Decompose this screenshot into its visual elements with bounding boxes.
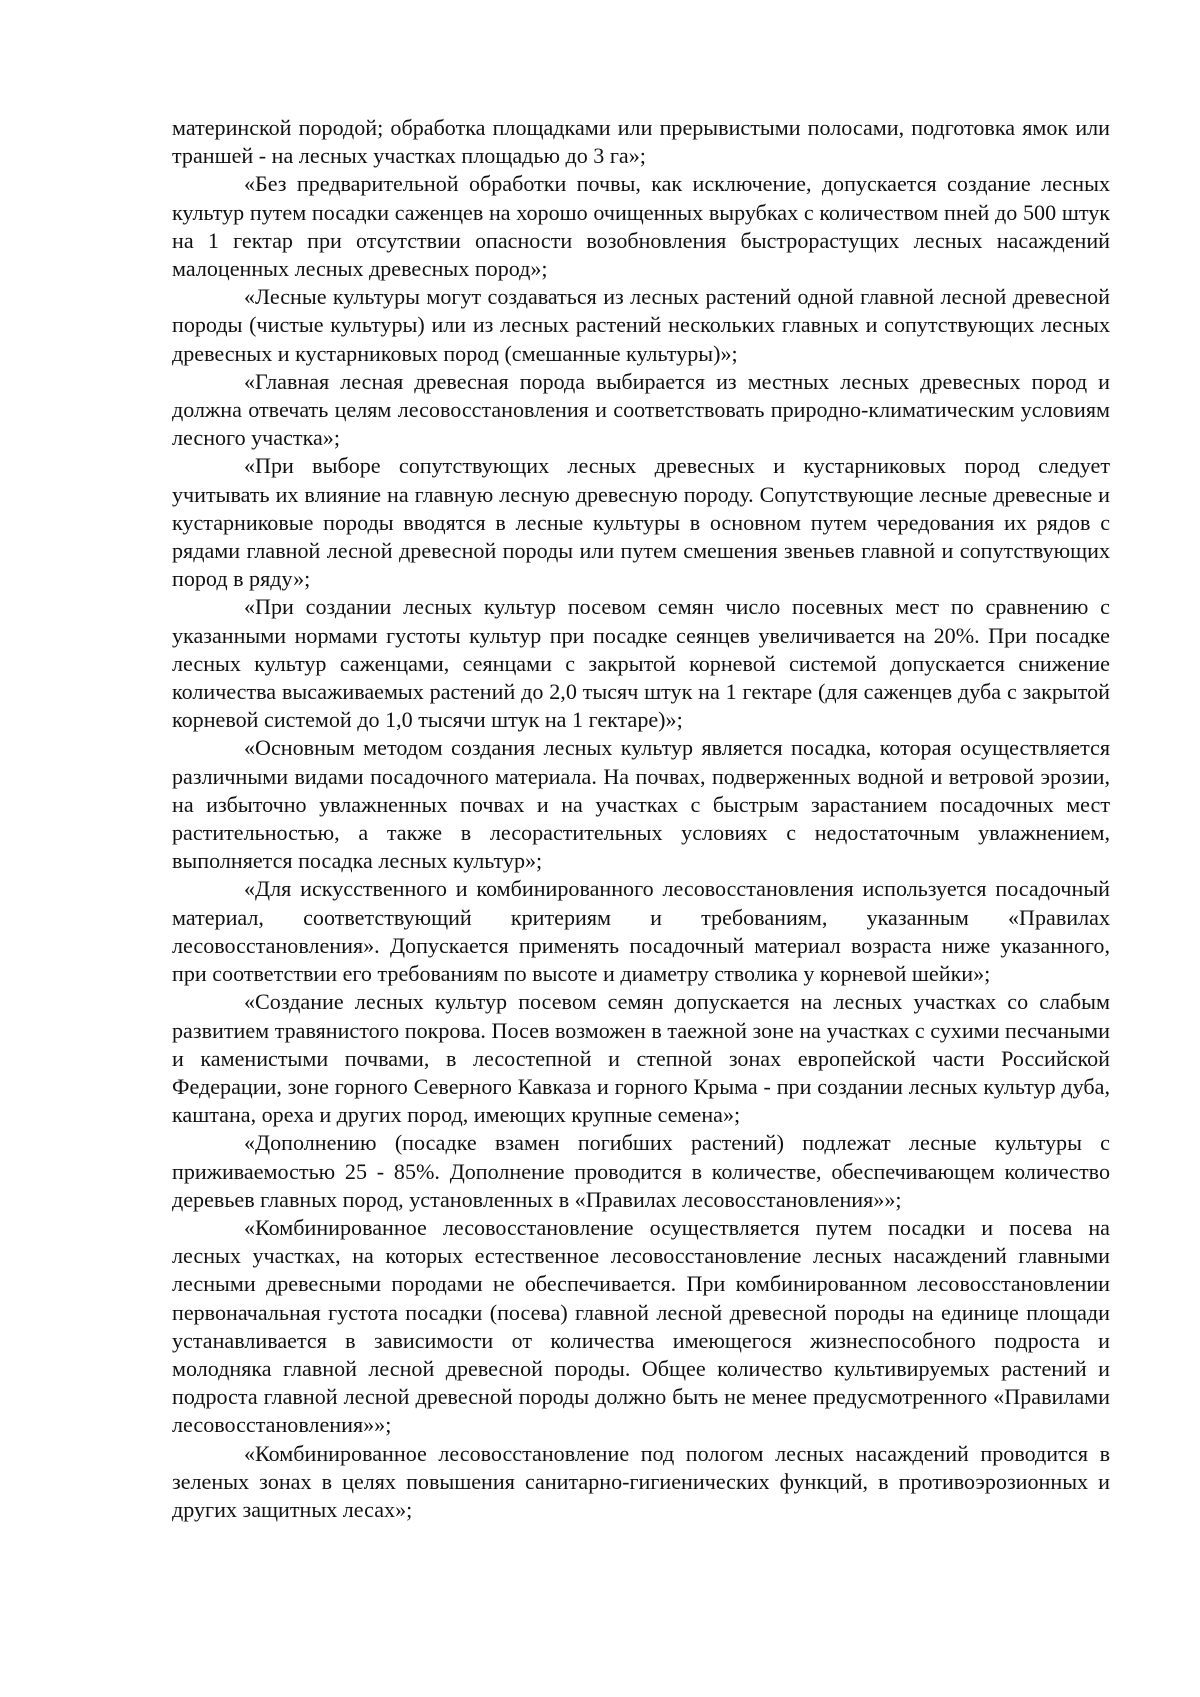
paragraph-5: «При выборе сопутствующих лесных древесных и кустарниковых пород следует учитывать их влияние на главную лесную древесную породу. Сопутствующие лесные древесные и кустарниковые породы вводятся в лесные культуры в основном путем чередования их рядов с рядами главной лесной древесной породы или путем смешения звеньев главной и сопутствующих пород в ряду»; [172,453,1110,592]
paragraph-10: «Дополнению (посадке взамен погибших растений) подлежат лесные культуры с приживаемостью 25 - 85%. Дополнение проводится в количестве, обеспечивающем количество деревьев главных пород, установленных в «Правилах лесовосстановления»»; [172,1130,1110,1212]
document-page [172,114,1110,1524]
paragraph-2: «Без предварительной обработки почвы, как исключение, допускается создание лесных культур путем посадки саженцев на хорошо очищенных вырубках с количеством пней до 500 штук на 1 гектар при отсутствии опасности возобновления быстрорастущих лесных насаждений малоценных лесных древесных пород»; [172,171,1110,282]
paragraph-6: «При создании лесных культур посевом семян число посевных мест по сравнению с указанными нормами густоты культур при посадке сеянцев увеличивается на 20%. При посадке лесных культур саженцами, сеянцами с закрытой корневой системой допускается снижение количества высаживаемых растений до 2,0 тысяч штук на 1 гектаре (для саженцев дуба с закрытой корневой системой до 1,0 тысячи штук на 1 гектаре)»; [172,594,1110,733]
paragraph-3: «Лесные культуры могут создаваться из лесных растений одной главной лесной древесной породы (чистые культуры) или из лесных растений нескольких главных и сопутствующих лесных древесных и кустарниковых пород (смешанные культуры)»; [172,284,1110,366]
paragraph-12: «Комбинированное лесовосстановление под пологом лесных насаждений проводится в зеленых зонах в целях повышения санитарно-гигиенических функций, в противоэрозионных и других защитных лесах»; [172,1440,1110,1522]
paragraph-7: «Основным методом создания лесных культур является посадка, которая осуществляется различными видами посадочного материала. На почвах, подверженных водной и ветровой эрозии, на избыточно увлажненных почвах и на участках с быстрым зарастанием посадочных мест растительностью, а также в лесорастительных условиях с недостаточным увлажнением, выполняется посадка лесных культур»; [172,735,1110,874]
paragraph-11: «Комбинированное лесовосстановление осуществляется путем посадки и посева на лесных участках, на которых естественное лесовосстановление лесных насаждений главными лесными древесными породами не обеспечивается. При комбинированном лесовосстановлении первоначальная густота посадки (посева) главной лесной древесной породы на единице площади устанавливается в зависимости от количества имеющегося жизнеспособного подроста и молодняка главной лесной древесной породы. Общее количество культивируемых растений и подроста главной лесной древесной породы должно быть не менее предусмотренного «Правилами лесовосстановления»»; [172,1214,1110,1438]
paragraph-8: «Для искусственного и комбинированного лесовосстановления используется посадочный материал, соответствующий критериям и требованиям, указанным «Правилах лесовосстановления». Допускается применять посадочный материал возраста ниже указанного, при соответствии его требованиям по высоте и диаметру стволика у корневой шейки»; [172,876,1110,987]
paragraph-9: «Создание лесных культур посевом семян допускается на лесных участках со слабым развитием травянистого покрова. Посев возможен в таежной зоне на участках с сухими песчаными и каменистыми почвами, в лесостепной и степной зонах европейской части Российской Федерации, зоне горного Северного Кавказа и горного Крыма - при создании лесных культур дуба, каштана, ореха и других пород, имеющих крупные семена»; [172,989,1110,1128]
paragraph-4: «Главная лесная древесная порода выбирается из местных лесных древесных пород и должна отвечать целям лесовосстановления и соответствовать природно-климатическим условиям лесного участка»; [172,368,1110,451]
paragraph-1: материнской породой; обработка площадками или прерывистыми полосами, подготовка ямок или траншей - на лесных участках площадью до 3 га»; [172,115,1110,169]
